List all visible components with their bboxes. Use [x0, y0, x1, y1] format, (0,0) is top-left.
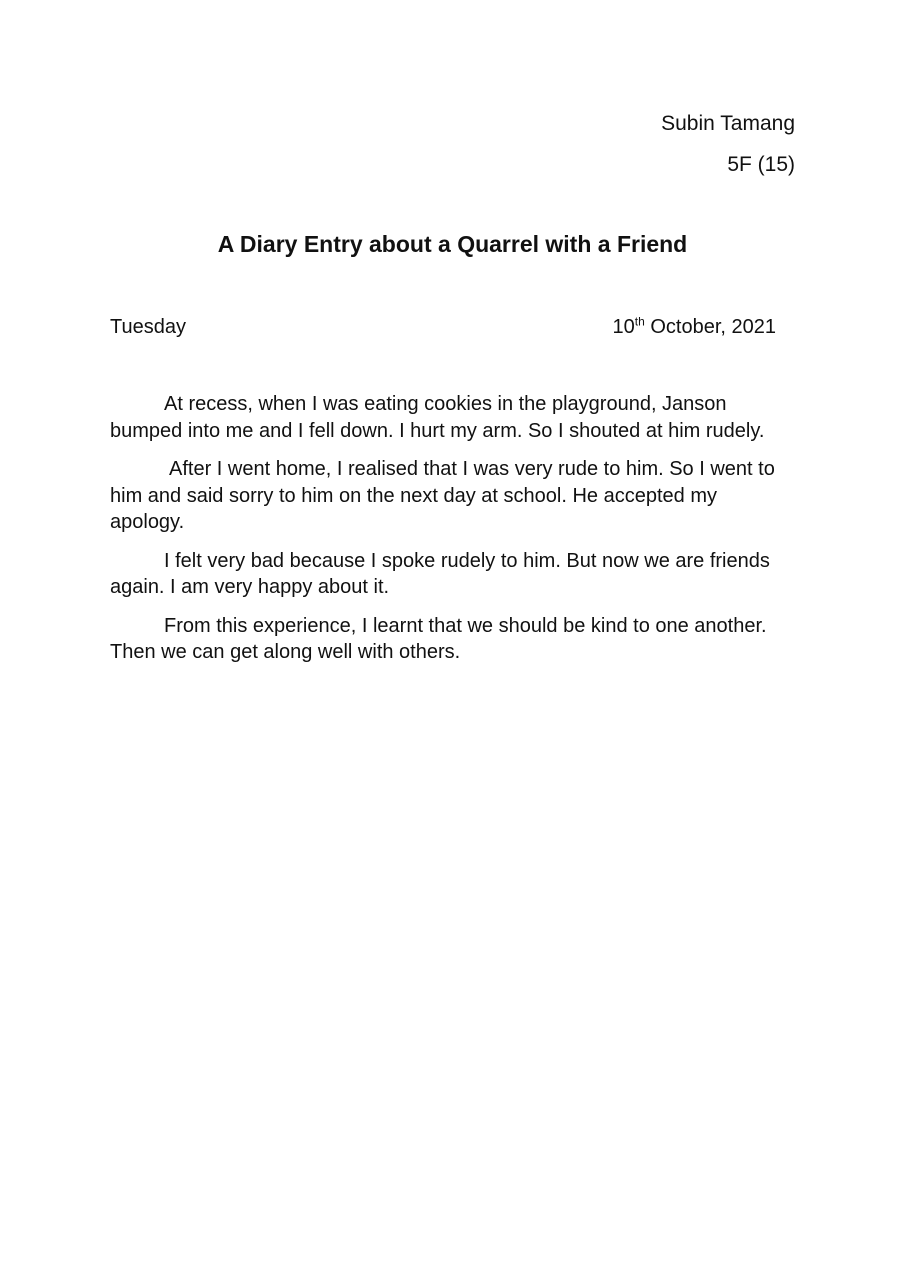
- paragraph: From this experience, I learnt that we should be kind to one another. Then we can get along well with others.: [110, 614, 767, 663]
- author-name: Subin Tamang: [661, 112, 795, 135]
- paragraph: After I went home, I realised that I was very rude to him. So I went to him and said sorry to him on the next day at school. He accepted my apology.: [110, 458, 775, 533]
- author-class: 5F (15): [727, 153, 795, 176]
- weekday: Tuesday: [110, 316, 186, 338]
- date-day: 10: [612, 316, 635, 338]
- date-suffix: th: [634, 314, 645, 329]
- author-block: [661, 110, 795, 192]
- page-title: A Diary Entry about a Quarrel with a Friend: [217, 231, 688, 257]
- paragraph: I felt very bad because I spoke rudely to him. But now we are friends again. I am very happy about it.: [110, 549, 770, 598]
- date-rest: October, 2021: [644, 316, 776, 338]
- entry-date: [613, 314, 776, 340]
- diary-body: [110, 391, 796, 678]
- paragraph: At recess, when I was eating cookies in the playground, Janson bumped into me and I fell down. I hurt my arm. So I shouted at him rudely.: [110, 393, 765, 442]
